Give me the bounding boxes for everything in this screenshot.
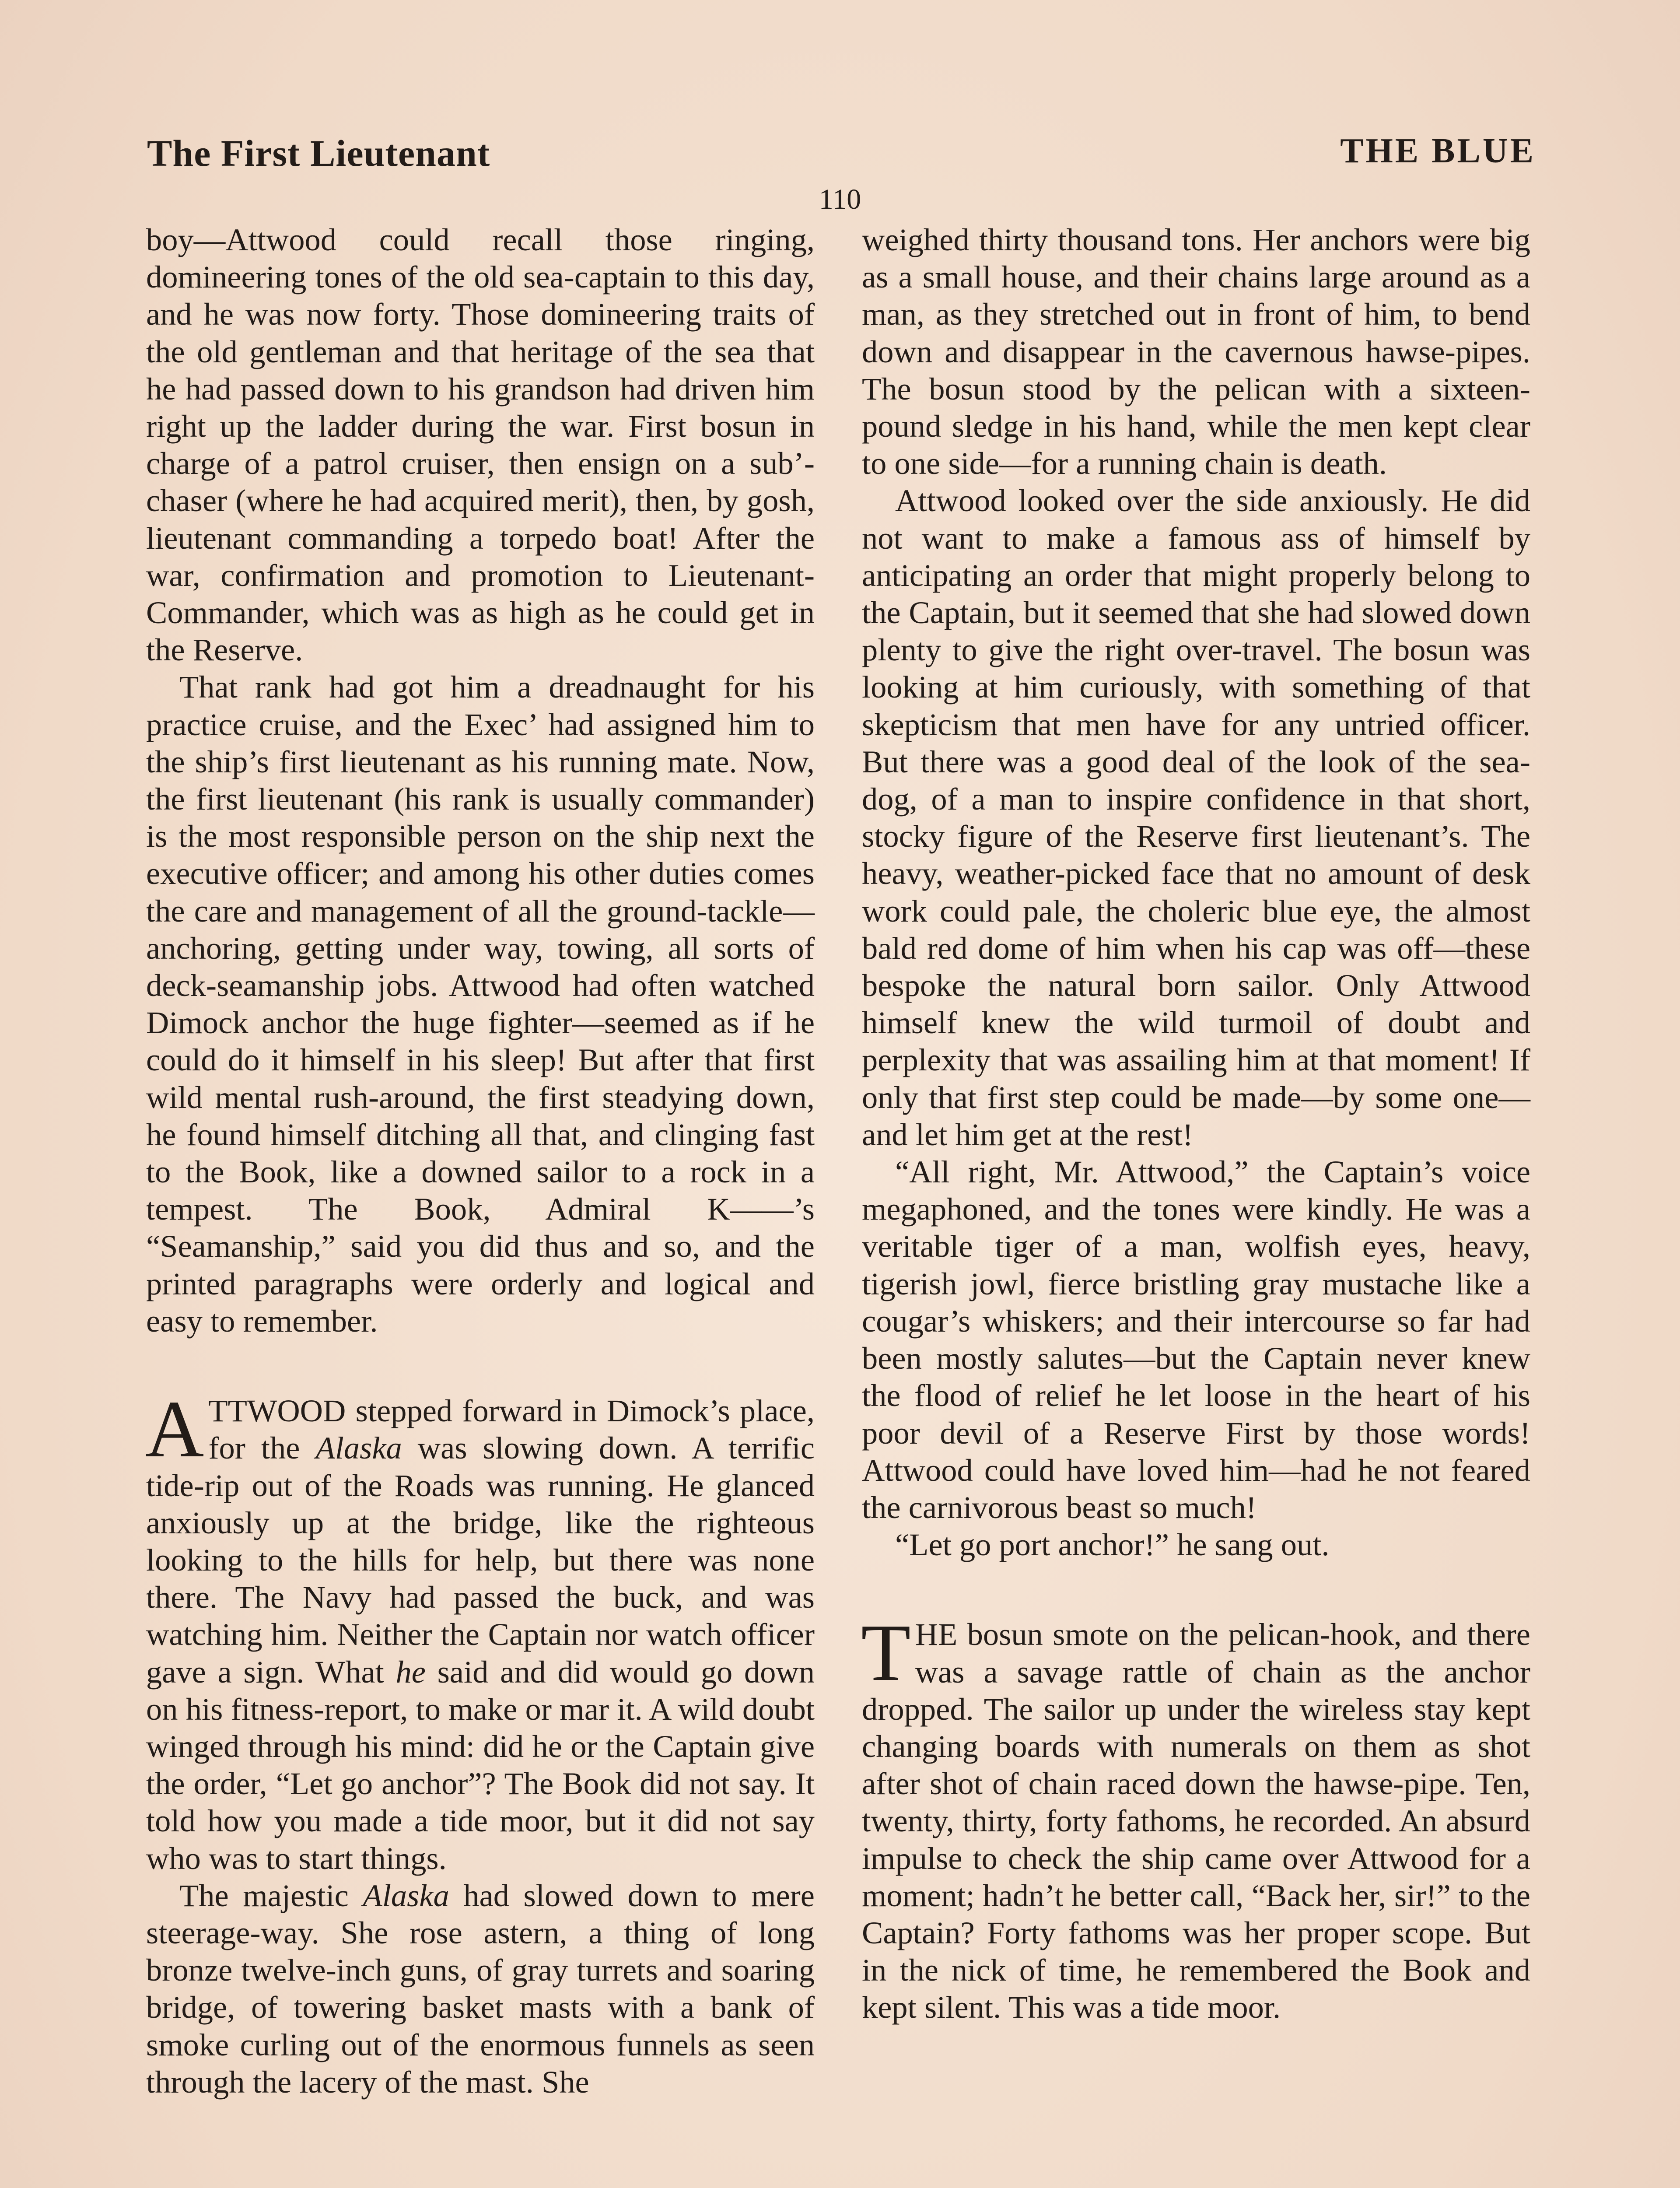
left-column (146, 221, 815, 2100)
paragraph: That rank had got him a dreadnaught for his practice cruise, and the Exec’ had assigned him to the ship’s first lieutenant as his running mate. Now, the first lieutenant (his rank is usually commander) is the most responsible person on the ship next the executive officer; and among his other duties comes the care and management of all the ground-tackle—anchoring, getting under way, towing, all sorts of deck-seamanship jobs. Attwood had often watched Dimock anchor the huge fighter—seemed as if he could do it himself in his sleep! But after that first wild mental rush-around, the first steadying down, he found himself ditching all that, and clinging fast to the Book, like a downed sailor to a rock in a tempest. The Book, Admiral K——’s “Seamanship,” said you did thus and so, and the printed paragraphs were orderly and logical and easy to remember. (146, 669, 815, 1339)
text-run: The majestic (179, 1877, 363, 1913)
paragraph: “Let go port anchor!” he sang out. (895, 1527, 1330, 1563)
text-run: had slowed down to mere steerage-way. She rose astern, a thing of long bronze twelve-inch guns, of gray turrets and soaring bridge, of towering basket masts with a bank of smoke curling out of the enormous funnels as seen through the lacery of the mast. She (146, 1877, 815, 2100)
paragraph (861, 1608, 1530, 2026)
page-number: 110 (819, 183, 861, 215)
ship-name: Alaska (315, 1430, 402, 1466)
text-run: HE bosun smote on the pelican-hook, and there was a savage rattle of chain as the anchor dropped. The sailor up under the wireless stay kept changing boards with numerals on them as shot after shot of chain raced down the hawse-pipe. Ten, twenty, thirty, forty fathoms, he recorded. An absurd impulse to check the ship came over Attwood for a moment; hadn’t he better call, “Back her, sir!” to the Captain? Forty fathoms was her proper scope. But in the nick of time, he remembered the Book and kept silent. This was a tide moor. (862, 1616, 1530, 2025)
drop-cap: A (145, 1384, 204, 1475)
paragraph: Attwood looked over the side anxiously. He did not want to make a famous ass of himself by anticipating an order that might properly belong to the Captain, but it seemed that she had slowed down plenty to give the right over-travel. The bosun was looking at him curiously, with something of that skepticism that men have for any untried officer. But there was a good deal of the look of the sea-dog, of a man to inspire confidence in that short, stocky figure of the Reserve first lieutenant’s. The heavy, weather-picked face that no amount of desk work could pale, the choleric blue eye, the almost bald red dome of him when his cap was off—these bespoke the natural born sailor. Only Attwood himself knew the wild turmoil of doubt and perplexity that was assailing him at that moment! If only that first step could be made—by some one—and let him get at the rest! (862, 483, 1530, 1152)
running-title: The First Lieutenant (147, 132, 490, 174)
paragraph (145, 1384, 815, 1877)
right-column (862, 221, 1530, 2026)
drop-cap: T (861, 1608, 911, 1698)
paragraph: weighed thirty thousand tons. Her anchors were big as a small house, and their chains large around as a man, as they stretched out in front of him, to bend down and disappear in the cavernous hawse-pipes. The bosun stood by the pelican with a sixteen-pound sledge in his hand, while the men kept clear to one side—for a running chain is death. (862, 222, 1530, 481)
text-run: TTWOOD stepped forward in Dimock’s place, for the (208, 1393, 815, 1466)
paragraph: boy—Attwood could recall those ringing, domineering tones of the old sea-captain to this day, and he was now forty. Those domineering traits of the old gentleman and that heritage of the sea that he had passed down to his grandson had driven him right up the ladder during the war. First bosun in charge of a patrol cruiser, then ensign on a sub’-chaser (where he had acquired merit), then, by gosh, lieutenant commanding a torpedo boat! After the war, confirmation and promotion to Lieutenant-Commander, which was as high as he could get in the Reserve. (146, 222, 815, 668)
text-run: was slowing down. A terrific tide-rip out of the Roads was running. He glanced anxiously up at the bridge, like the righteous looking to the hills for help, but there was none there. The Navy had passed the buck, and was watching him. Neither the Captain nor watch officer gave a sign. What (146, 1430, 815, 1690)
paragraph: “All right, Mr. Attwood,” the Captain’s voice megaphoned, and the tones were kindly. He was a veritable tiger of a man, wolfish eyes, heavy, tigerish jowl, fierce bristling gray mustache like a cougar’s whiskers; and their intercourse so far had been mostly salutes—but the Captain never knew the flood of relief he let loose in the heart of his poor devil of a Reserve First by those words! Attwood could have loved him—had he not feared the carnivorous beast so much! (862, 1154, 1530, 1525)
paragraph (146, 1877, 815, 2100)
emphasis: he (396, 1654, 426, 1690)
ship-name: Alaska (363, 1877, 449, 1913)
text-run: said and did would go down on his fitness-report, to make or mar it. A wild doubt winged through his mind: did he or the Captain give the order, “Let go anchor”? The Book did not say. It told how you made a tide moor, but it did not say who was to start things. (146, 1654, 815, 1876)
magazine-title: THE BLUE (1340, 132, 1536, 170)
